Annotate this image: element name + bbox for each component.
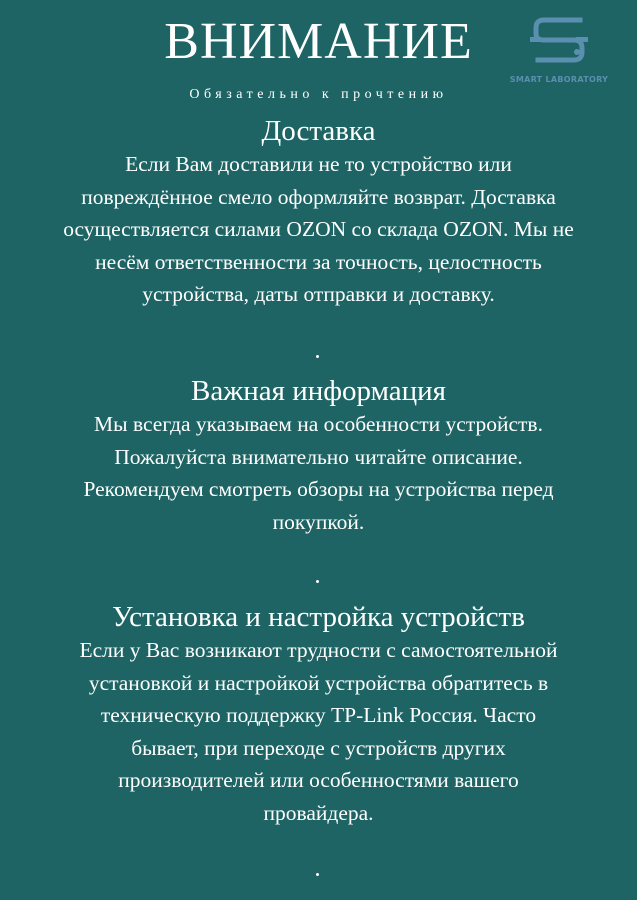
text-line: несём ответственности за точность, целостность [95, 249, 542, 274]
text-line: провайдера. [263, 800, 374, 825]
header [0, 0, 637, 110]
text-line: Если у Вас возникают трудности с самостоятельной [79, 638, 558, 662]
text-line: Если Вам доставили не то устройство или [125, 152, 512, 176]
text-line: осуществляется силами OZON со склада OZON. Мы не [63, 217, 574, 241]
section-setup [0, 600, 637, 829]
text-line: повреждённое смело оформляйте возврат. Доставка [81, 184, 556, 209]
text-line: покупкой. [272, 509, 365, 534]
section-heading: Важная информация [190, 375, 447, 407]
page-title: ВНИМАНИЕ [164, 13, 473, 70]
logo [492, 14, 626, 86]
text-line: техническую поддержку TP-Link Россия. Часто [100, 703, 537, 727]
separator-dot [316, 873, 319, 876]
text-line: Рекомендуем смотреть обзоры на устройства перед [83, 477, 554, 501]
text-line: бывает, при переходе с устройств других [131, 735, 506, 760]
section-body [0, 408, 637, 538]
separator-dot [316, 580, 319, 583]
section-body [0, 634, 637, 829]
section-body [0, 148, 637, 311]
text-line: устройства, даты отправки и доставку. [142, 282, 495, 306]
text-line: Мы всегда указываем на особенности устройств. [94, 412, 543, 436]
smart-laboratory-logo-icon [530, 14, 588, 66]
text-line: производителей или особенностями вашего [118, 768, 519, 792]
section-important-info [0, 374, 637, 538]
text-line: Пожалуйста внимательно читайте описание. [114, 444, 523, 469]
separator-dot [316, 355, 319, 358]
page-subtitle: Обязательно к прочтению [189, 87, 448, 102]
section-delivery [0, 114, 637, 311]
text-line: установкой и настройкой устройства обратитесь в [88, 670, 549, 695]
logo-text: SMART LABORATORY [509, 75, 609, 84]
section-heading: Доставка [261, 115, 376, 147]
section-heading: Установка и настройка устройств [112, 601, 525, 633]
